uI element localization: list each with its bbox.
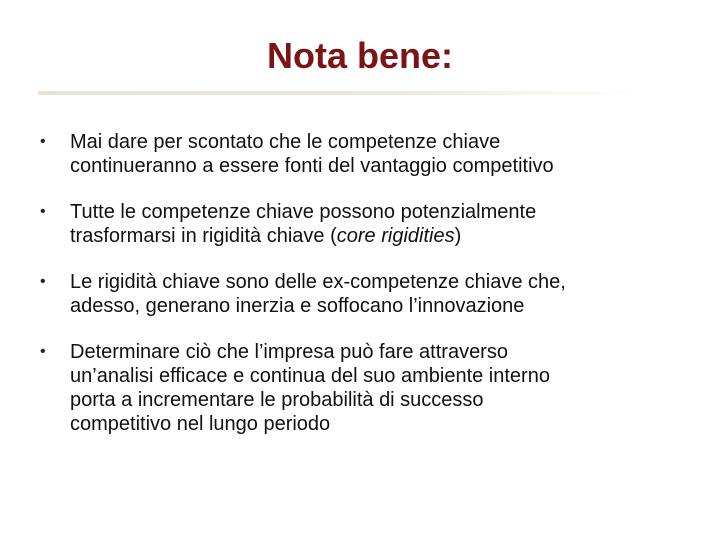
bullet-item	[40, 270, 700, 318]
bullet-item	[40, 130, 700, 178]
bullet-line: Tutte le competenze chiave possono potenzialmente	[70, 201, 537, 223]
italic-term: core rigidities	[336, 225, 455, 247]
bullet-marker: •	[40, 203, 46, 220]
bullet-text-segment: )	[454, 225, 462, 247]
title-divider	[38, 91, 638, 95]
bullet-line: un’analisi efficace e continua del suo ambiente interno	[70, 365, 550, 387]
bullet-line	[70, 224, 700, 248]
bullet-text-segment: trasformarsi in rigidità chiave (	[70, 225, 337, 247]
bullet-item	[40, 200, 700, 248]
bullet-line: Determinare ciò che l’impresa può fare attraverso	[70, 341, 508, 363]
bullet-line: Mai dare per scontato che le competenze chiave	[70, 131, 501, 153]
bullet-line: porta a incrementare le probabilità di successo	[70, 389, 484, 411]
bullet-line: continueranno a essere fonti del vantaggio competitivo	[70, 155, 554, 177]
bullet-marker: •	[40, 273, 46, 290]
bullet-line: competitivo nel lungo periodo	[70, 413, 331, 435]
bullet-line: Le rigidità chiave sono delle ex-competenze chiave che,	[70, 271, 566, 293]
bullet-marker: •	[40, 343, 46, 360]
bullet-line: adesso, generano inerzia e soffocano l’innovazione	[70, 295, 525, 317]
bullet-marker: •	[40, 133, 46, 150]
bullet-list	[40, 130, 700, 458]
bullet-item	[40, 340, 700, 436]
slide-title: Nota bene:	[266, 35, 453, 76]
